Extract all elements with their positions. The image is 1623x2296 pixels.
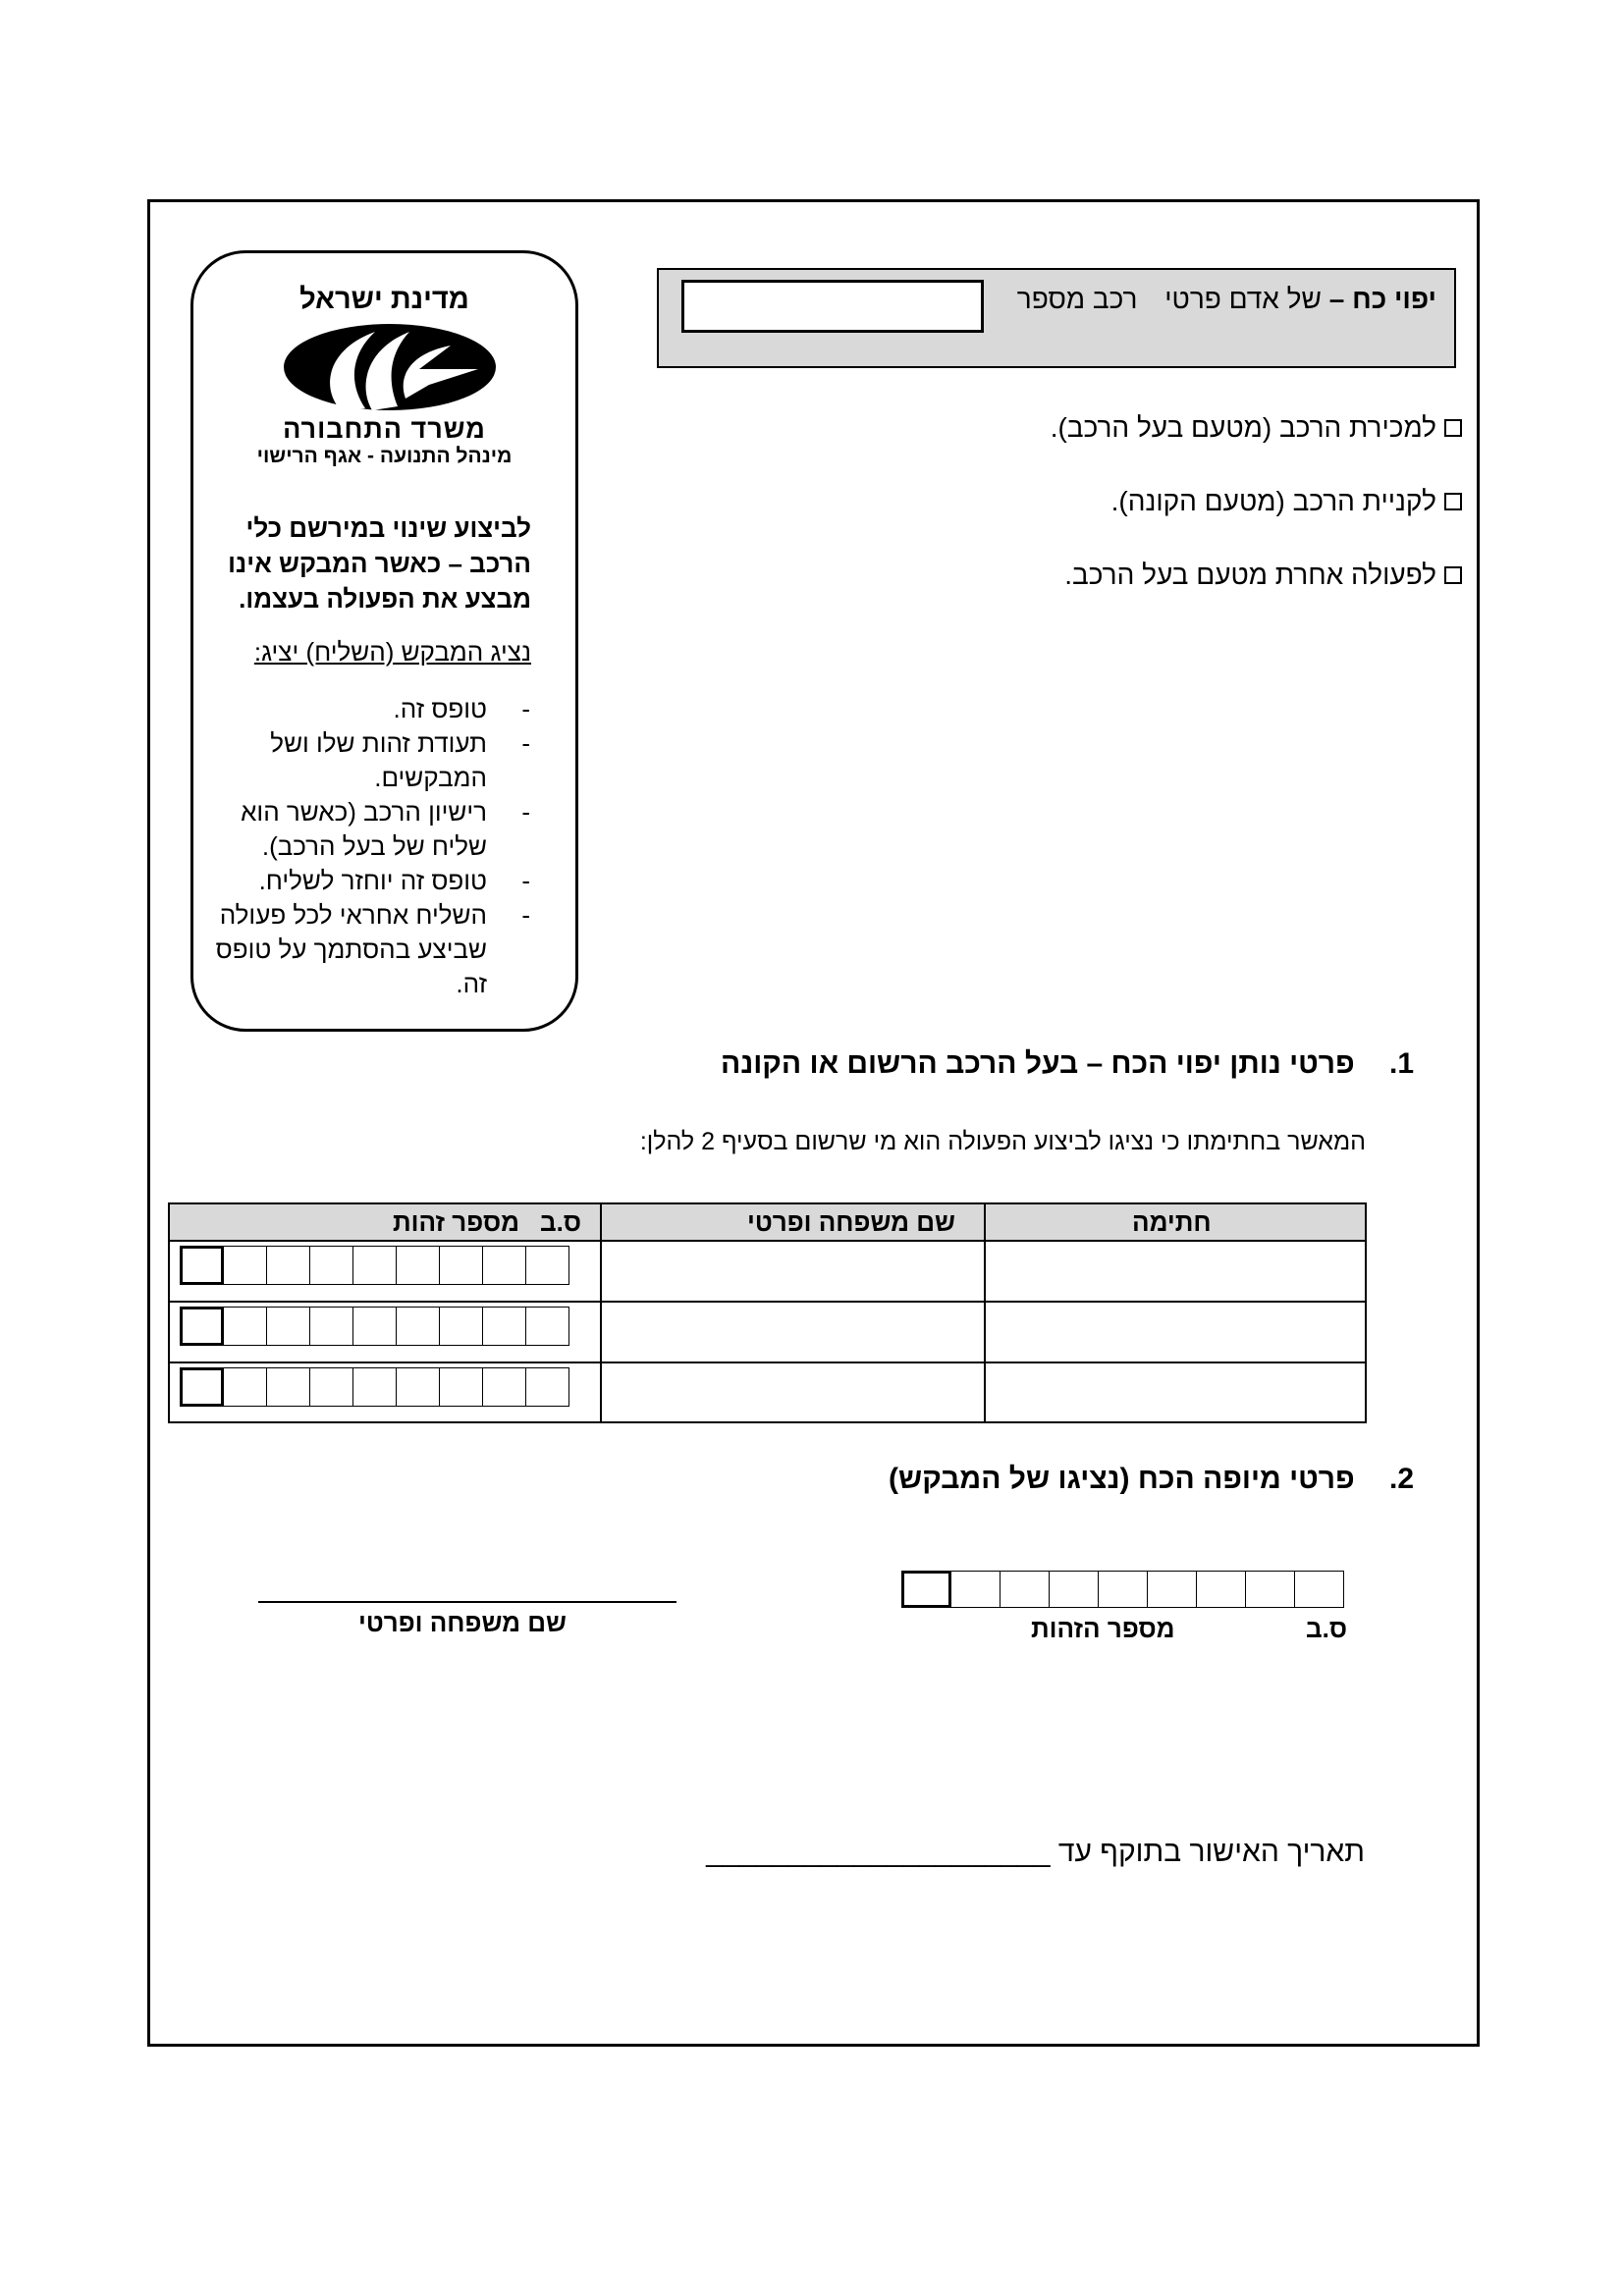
id-digit-cell[interactable]: [396, 1307, 440, 1346]
id-digit-cell[interactable]: [525, 1246, 569, 1285]
section2-number: 2.: [1388, 1463, 1414, 1495]
state-name: מדינת ישראל: [299, 284, 469, 315]
name-line[interactable]: [258, 1601, 676, 1603]
id-digit-cell[interactable]: [309, 1367, 353, 1407]
ministry-info-box: [190, 250, 578, 1032]
id-digit-cell[interactable]: [309, 1307, 353, 1346]
purpose-line: הרכב – כאשר המבקש אינו: [228, 549, 531, 578]
id-digit-cell[interactable]: [1098, 1571, 1148, 1608]
other-checkbox[interactable]: [1444, 566, 1462, 584]
purpose-line: מבצע את הפעולה בעצמו.: [239, 584, 531, 614]
title-bold: יפוי כח –: [1328, 284, 1436, 314]
form-title-box: [657, 268, 1456, 368]
option-other-label: לפעולה אחרת מטעם בעל הרכב.: [1064, 560, 1436, 590]
purpose-text: [217, 510, 531, 616]
option-other[interactable]: [1064, 560, 1462, 591]
validity-blank[interactable]: _____________________: [706, 1836, 1051, 1868]
id-digit-cell[interactable]: [482, 1246, 526, 1285]
confirm-text: המאשר בחתימתו כי נציגו לביצוע הפעולה הוא מי שרשום בסעיף 2 להלן:: [639, 1128, 1366, 1155]
id-digit-cell[interactable]: [223, 1307, 267, 1346]
id-digit-cell[interactable]: [1245, 1571, 1295, 1608]
form-title: [1017, 284, 1436, 315]
id-digit-cell[interactable]: [266, 1367, 310, 1407]
id-digit-cell[interactable]: [439, 1367, 483, 1407]
id-digit-cell[interactable]: [266, 1307, 310, 1346]
col-header-signature: חתימה: [1132, 1207, 1212, 1237]
table-divider: [984, 1204, 986, 1421]
list-item: - טופס זה יוחזר לשליח.: [212, 864, 536, 898]
section1-number: 1.: [1388, 1047, 1414, 1080]
division-name: מינהל התנועה - אגף הרישוי: [256, 445, 513, 467]
id-digit-cell[interactable]: [525, 1367, 569, 1407]
section1-heading: [721, 1047, 1414, 1081]
table-header: [170, 1204, 1365, 1242]
option-sale-label: למכירת הרכב (מטעם בעל הרכב).: [1050, 412, 1436, 443]
ministry-logo-icon: [282, 320, 498, 413]
table-row-divider: [170, 1301, 1365, 1303]
office-name: משרד התחבורה: [283, 414, 486, 444]
list-item: - השליח אחראי לכל פעולה שביצע בהסתמך על טופס זה.: [212, 898, 536, 1001]
sale-checkbox[interactable]: [1444, 419, 1462, 437]
table-row-divider: [170, 1362, 1365, 1363]
title-rest: של אדם פרטי: [1164, 284, 1322, 314]
id-digits-row-1[interactable]: [181, 1246, 569, 1285]
check-digit-cell[interactable]: [180, 1307, 224, 1346]
validity-line: [706, 1836, 1365, 1869]
id-digit-cell[interactable]: [352, 1246, 397, 1285]
list-item: - טופס זה.: [212, 692, 536, 726]
col-header-id: מספר זהות: [393, 1207, 519, 1237]
id-digit-cell[interactable]: [266, 1246, 310, 1285]
id-digit-cell[interactable]: [482, 1307, 526, 1346]
id-digit-cell[interactable]: [352, 1367, 397, 1407]
grantor-table: [168, 1202, 1367, 1423]
name-label: שם משפחה ופרטי: [358, 1608, 567, 1637]
check-digit-cell[interactable]: [180, 1367, 224, 1407]
rep-id-digits[interactable]: [902, 1571, 1344, 1608]
vehicle-number-field[interactable]: [681, 280, 984, 333]
requirements-list: [212, 692, 536, 1001]
id-digit-cell[interactable]: [1196, 1571, 1246, 1608]
section2-title: פרטי מיופה הכח (נציגו של המבקש): [889, 1463, 1355, 1495]
validity-label: תאריך האישור בתוקף עד: [1057, 1836, 1365, 1868]
vehicle-number-label: רכב מספר: [1016, 284, 1138, 314]
check-digit-cell[interactable]: [901, 1571, 951, 1608]
id-digit-cell[interactable]: [396, 1246, 440, 1285]
section1-title: פרטי נותן יפוי הכח – בעל הרכב הרשום או הקונה: [721, 1047, 1355, 1080]
id-digit-cell[interactable]: [482, 1367, 526, 1407]
id-digit-cell[interactable]: [309, 1246, 353, 1285]
purpose-line: לביצוע שינוי במירשם כלי: [245, 513, 531, 543]
id-digit-cell[interactable]: [1294, 1571, 1344, 1608]
rep-heading: נציג המבקש (השליח) יציג:: [253, 637, 531, 667]
table-divider: [600, 1204, 602, 1421]
option-purchase-label: לקניית הרכב (מטעם הקונה).: [1110, 486, 1436, 516]
id-digit-cell[interactable]: [223, 1246, 267, 1285]
col-header-sb: ס.ב: [540, 1207, 582, 1237]
id-digit-cell[interactable]: [1147, 1571, 1197, 1608]
section2-heading: [889, 1463, 1414, 1496]
id-digit-cell[interactable]: [439, 1307, 483, 1346]
rep-id-label: מספר הזהות: [1031, 1614, 1175, 1643]
id-digit-cell[interactable]: [439, 1246, 483, 1285]
rep-sb-label: ס.ב: [1306, 1614, 1348, 1643]
check-digit-cell[interactable]: [180, 1246, 224, 1285]
id-digit-cell[interactable]: [1049, 1571, 1099, 1608]
purchase-checkbox[interactable]: [1444, 493, 1462, 510]
list-item: - רישיון הרכב (כאשר הוא שליח של בעל הרכב).: [212, 795, 536, 864]
option-purchase[interactable]: [1111, 486, 1462, 517]
list-item: - תעודת זהות שלו ושל המבקשים.: [212, 726, 536, 795]
id-digit-cell[interactable]: [352, 1307, 397, 1346]
option-sale[interactable]: [1051, 412, 1462, 444]
col-header-name: שם משפחה ופרטי: [747, 1207, 955, 1237]
id-digits-row-3[interactable]: [181, 1367, 569, 1407]
id-digit-cell[interactable]: [950, 1571, 1001, 1608]
id-digit-cell[interactable]: [1000, 1571, 1050, 1608]
id-digit-cell[interactable]: [223, 1367, 267, 1407]
id-digit-cell[interactable]: [396, 1367, 440, 1407]
id-digit-cell[interactable]: [525, 1307, 569, 1346]
id-digits-row-2[interactable]: [181, 1307, 569, 1346]
